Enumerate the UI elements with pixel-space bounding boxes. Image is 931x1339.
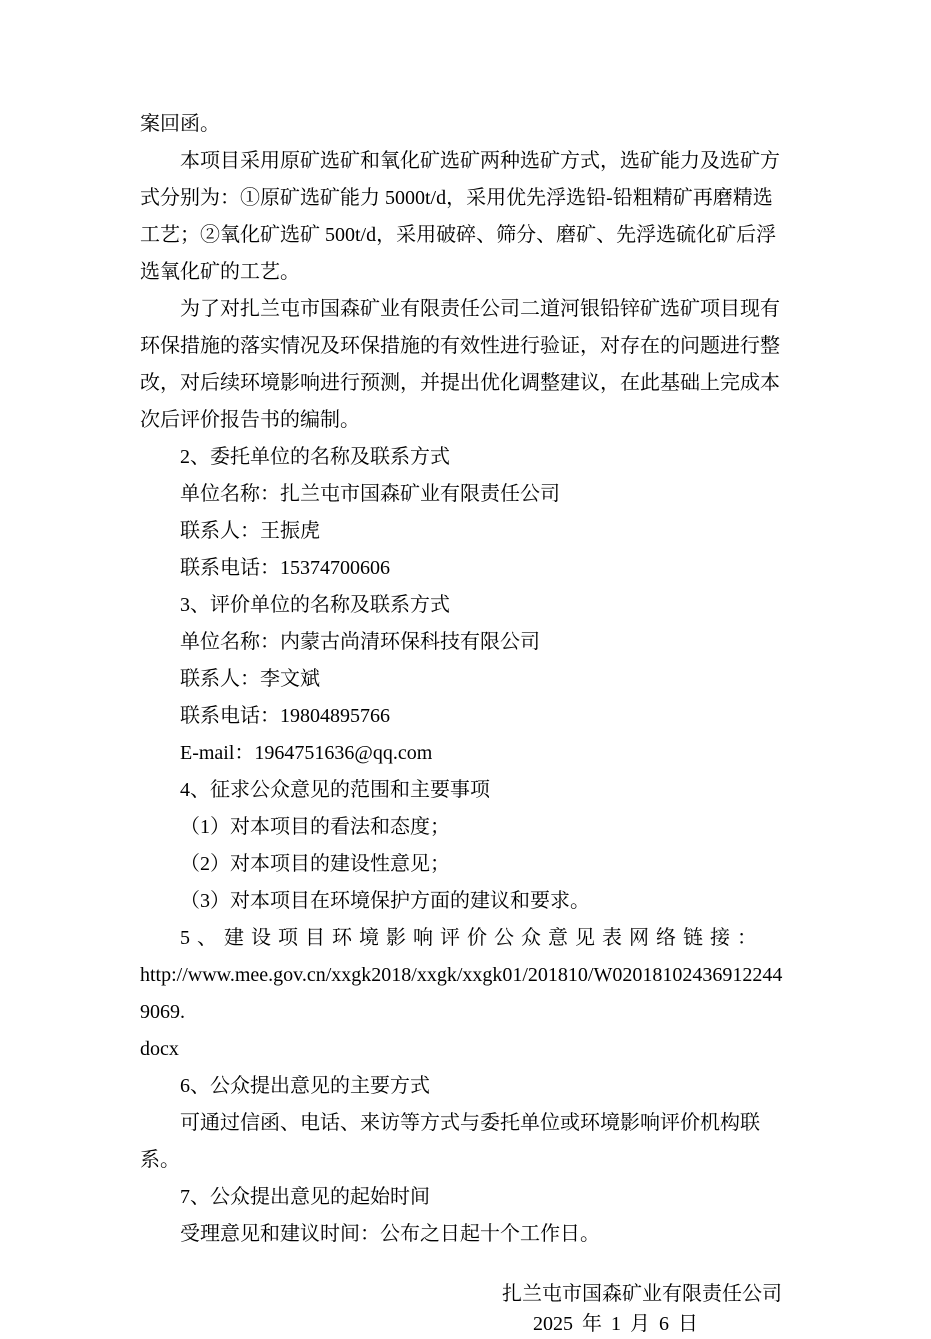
section4-item-2: （2）对本项目的建设性意见；: [180, 853, 450, 875]
section3-email: E-mail：1964751636@qq.com: [180, 742, 433, 764]
paragraph-process: 本项目采用原矿选矿和氧化矿选矿两种选矿方式，选矿能力及选矿方式分别为：①原矿选矿能力 5000t/d，采用优先浮选铅-铅粗精矿再磨精选工艺；②氧化矿选矿 500t/d，采用破碎、筛分、磨矿、先浮选硫化矿后浮选氧化矿的工艺。: [140, 150, 780, 283]
section4-item-3: （3）对本项目在环境保护方面的建议和要求。: [180, 890, 590, 912]
section3-unit-name: 单位名称：内蒙古尚清环保科技有限公司: [180, 631, 540, 653]
section3-contact-person: 联系人：李文斌: [180, 668, 320, 690]
section5-link-line2: docx: [140, 1038, 179, 1060]
section7-heading: 7、公众提出意见的起始时间: [180, 1186, 430, 1208]
section7-body: 受理意见和建议时间：公布之日起十个工作日。: [180, 1223, 600, 1245]
section2-contact-person: 联系人：王振虎: [180, 520, 320, 542]
section3-phone: 联系电话：19804895766: [180, 705, 390, 727]
paragraph-fragment: 案回函。: [140, 113, 220, 135]
section4-heading: 4、征求公众意见的范围和主要事项: [180, 779, 490, 801]
paragraph-purpose: 为了对扎兰屯市国森矿业有限责任公司二道河银铅锌矿选矿项目现有环保措施的落实情况及环保措施的有效性进行验证，对存在的问题进行整改，对后续环境影响进行预测，并提出优化调整建议，在此基础上完成本次后评价报告书的编制。: [140, 298, 780, 431]
section5-heading: 5、建设项目环境影响评价公众意见表网络链接：: [180, 927, 764, 949]
section6-body: 可通过信函、电话、来访等方式与委托单位或环境影响评价机构联系。: [140, 1112, 760, 1171]
signature-block: [140, 1279, 788, 1339]
section5-link-line1: http://www.mee.gov.cn/xxgk2018/xxgk/xxgk01/201810/W020181024369122449069.: [140, 964, 783, 1023]
section2-heading: 2、委托单位的名称及联系方式: [180, 446, 450, 468]
signature-date: 2025 年 1 月 6 日: [533, 1313, 698, 1335]
section3-heading: 3、评价单位的名称及联系方式: [180, 594, 450, 616]
section4-item-1: （1）对本项目的看法和态度；: [180, 816, 450, 838]
section2-phone: 联系电话：15374700606: [180, 557, 390, 579]
section2-unit-name: 单位名称：扎兰屯市国森矿业有限责任公司: [180, 483, 560, 505]
signature-company: 扎兰屯市国森矿业有限责任公司: [502, 1283, 782, 1305]
section6-heading: 6、公众提出意见的主要方式: [180, 1075, 430, 1097]
